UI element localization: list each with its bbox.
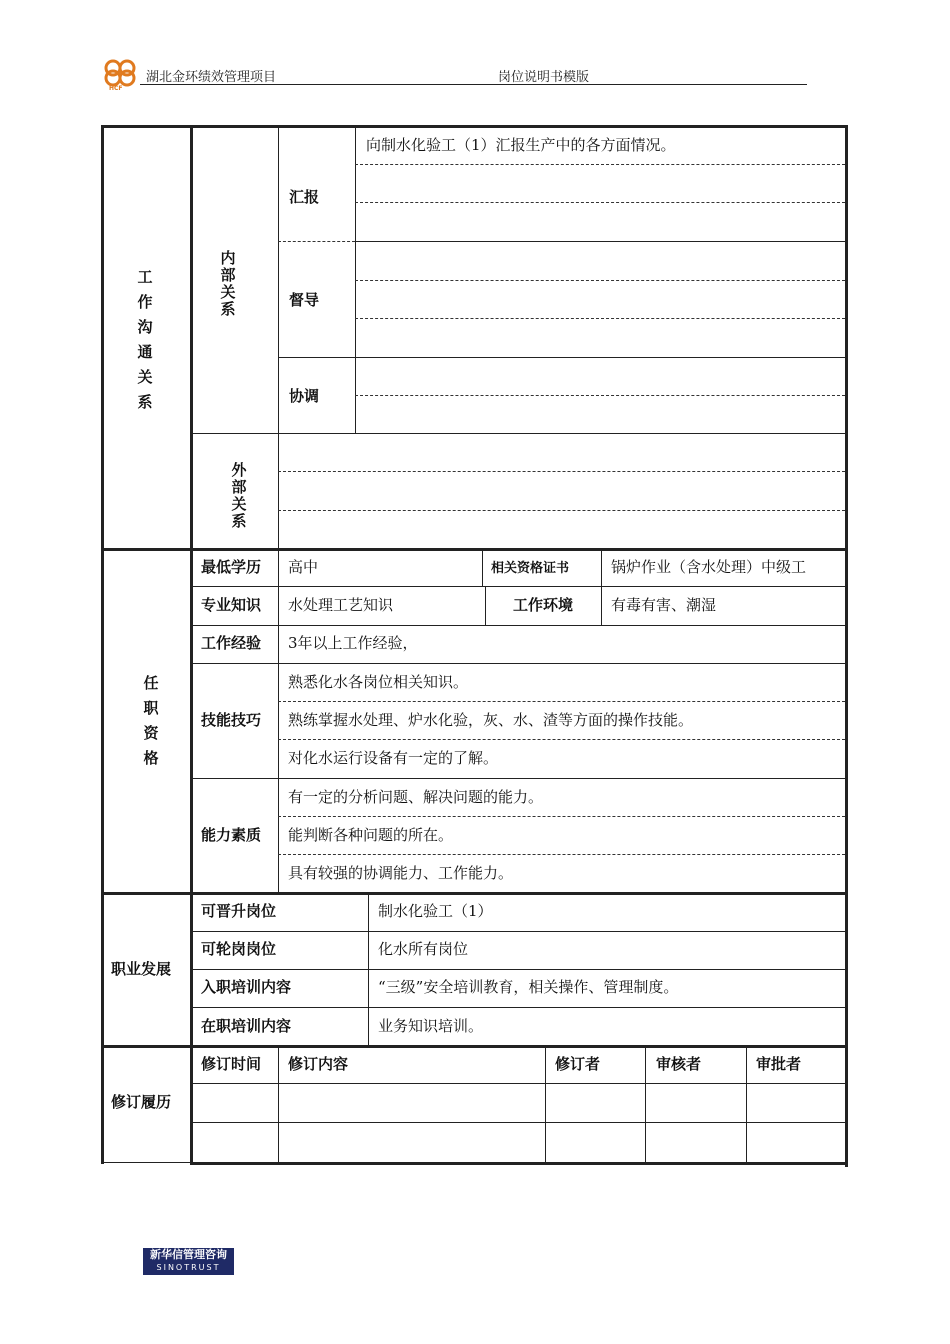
onjob-training-value: 业务知识培训。: [378, 1017, 484, 1035]
ability-item: 具有较强的协调能力、工作能力。: [288, 864, 514, 882]
onjob-training-label: 在职培训内容: [201, 1017, 292, 1035]
knowledge-value: 水处理工艺知识: [288, 596, 394, 614]
onboarding-training-label: 入职培训内容: [201, 978, 292, 996]
rotation-value: 化水所有岗位: [378, 940, 469, 958]
col-reviser: 修订者: [555, 1055, 601, 1073]
col-auditor: 审核者: [656, 1055, 702, 1073]
logo-cn-text: 新华信管理咨询: [150, 1248, 227, 1261]
ability-label: 能力素质: [201, 826, 262, 844]
skill-item: 对化水运行设备有一定的了解。: [288, 749, 499, 767]
ability-item: 能判断各种问题的所在。: [288, 826, 454, 844]
project-name: 湖北金环绩效管理项目: [146, 70, 277, 85]
skill-item: 熟悉化水各岗位相关知识。: [288, 673, 469, 691]
external-relations-label: 外部关系: [231, 461, 247, 530]
qualification-section-label: 任职资格: [143, 674, 159, 767]
col-approver: 审批者: [756, 1055, 802, 1073]
job-description-table: [101, 125, 848, 1164]
col-revision-content: 修订内容: [288, 1055, 349, 1073]
skills-label: 技能技巧: [201, 711, 262, 729]
report-text: 向制水化验工（1）汇报生产中的各方面情况。: [366, 136, 676, 154]
career-section-label: 职业发展: [111, 960, 172, 978]
logo-en-text: SINOTRUST: [156, 1263, 221, 1272]
education-label: 最低学历: [201, 558, 262, 576]
knowledge-label: 专业知识: [201, 596, 262, 614]
internal-relations-label: 内部关系: [220, 249, 236, 318]
skill-item: 熟练掌握水处理、炉水化验，灰、水、渣等方面的操作技能。: [288, 711, 694, 729]
environment-label: 工作环境: [513, 596, 574, 614]
environment-value: 有毒有害、潮湿: [611, 596, 717, 614]
experience-label: 工作经验: [201, 634, 262, 652]
coordinate-label: 协调: [289, 387, 320, 405]
ability-item: 有一定的分析问题、解决问题的能力。: [288, 788, 544, 806]
education-value: 高中: [288, 558, 319, 576]
revision-section-label: 修订履历: [111, 1093, 172, 1111]
logo-text: HCF: [109, 85, 123, 92]
document-title: 岗位说明书模版: [498, 70, 590, 85]
supervise-label: 督导: [289, 291, 320, 309]
promotion-value: 制水化验工（1）: [378, 902, 493, 920]
hcf-logo: [100, 56, 140, 92]
promotion-label: 可晋升岗位: [201, 902, 277, 920]
communication-section-label: 工作沟通关系: [137, 268, 153, 411]
certificate-value: 锅炉作业（含水处理）中级工: [611, 558, 807, 576]
report-label: 汇报: [289, 188, 320, 206]
rotation-label: 可轮岗岗位: [201, 940, 277, 958]
header-rule: [140, 84, 807, 85]
sinotrust-logo: [143, 1248, 234, 1275]
onboarding-training-value: “三级”安全培训教育，相关操作、管理制度。: [378, 978, 679, 996]
col-revision-time: 修订时间: [201, 1055, 262, 1073]
certificate-label: 相关资格证书: [491, 561, 570, 576]
experience-value: 3年以上工作经验，: [288, 634, 418, 652]
